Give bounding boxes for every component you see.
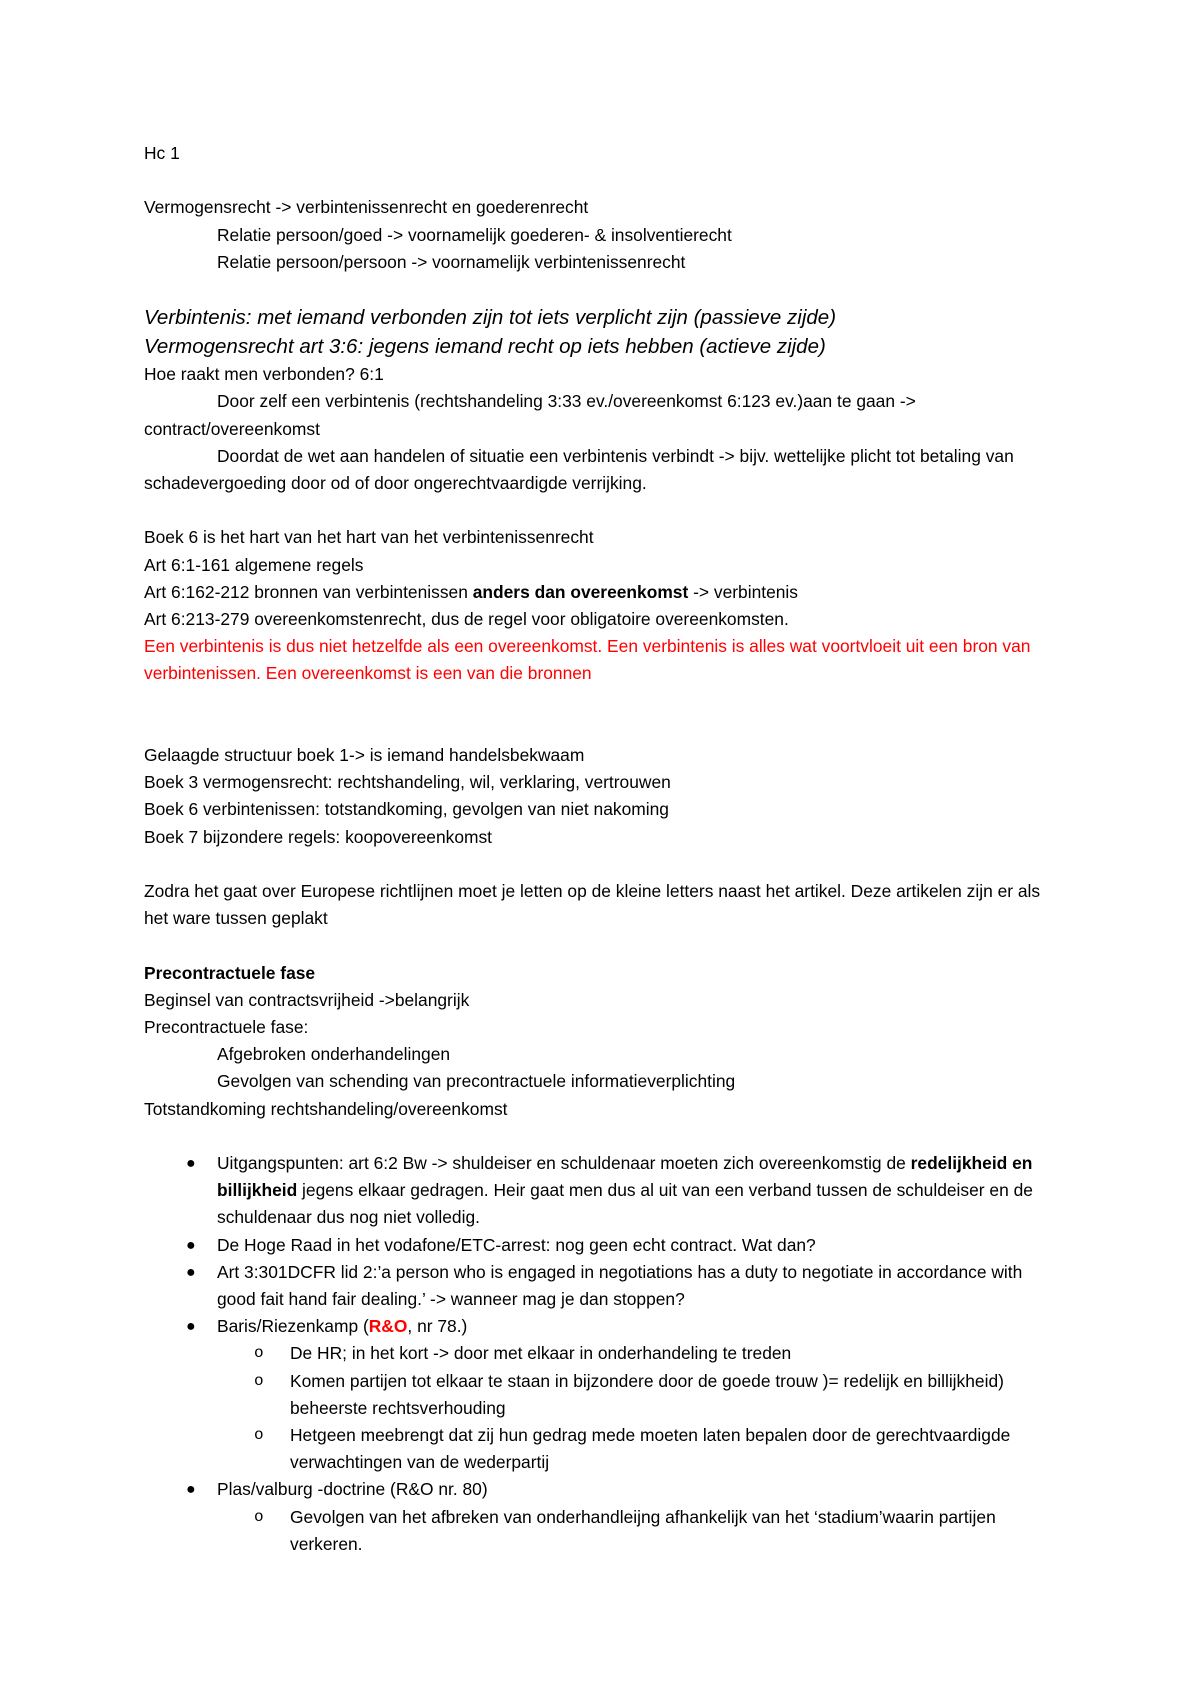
- structuur-line: Boek 3 vermogensrecht: rechtshandeling, wil, verklaring, vertrouwen: [144, 772, 671, 793]
- precontract-line: Beginsel van contractsvrijheid ->belangrijk: [144, 989, 470, 1010]
- spacer: [144, 1123, 1064, 1150]
- spacer: [144, 851, 1064, 878]
- boek6-line: Art 6:213-279 overeenkomstenrecht, dus de regel voor obligatoire overeenkomsten.: [144, 609, 789, 629]
- list-item-text: De Hoge Raad in het vodafone/ETC-arrest: nog geen echt contract. Wat dan?: [217, 1234, 816, 1255]
- verbonden-option: Door zelf een verbintenis (rechtshandeling 3:33 ev./overeenkomst 6:123 ev.)aan te gaan -> contract/overeenkomst: [144, 391, 916, 439]
- sub-list-item-text: Komen partijen tot elkaar te staan in bijzondere door de goede trouw )= redelijk en billijkheid) beheerste rechtsverhouding: [290, 1370, 1004, 1418]
- sub-bullet-icon: o: [254, 1371, 264, 1390]
- verbonden-question: Hoe raakt men verbonden? 6:1: [144, 364, 384, 385]
- sub-list: [217, 1504, 1064, 1558]
- list-item-text: Baris/Riezenkamp (: [217, 1316, 369, 1337]
- verbonden-option: Doordat de wet aan handelen of situatie een verbintenis verbindt -> bijv. wettelijke plicht tot betaling van schadevergoeding door od of door ongerechtvaardigde verrijking.: [144, 445, 1014, 493]
- intro-subline: Relatie persoon/persoon -> voornamelijk verbintenissenrecht: [217, 251, 686, 272]
- sub-bullet-icon: o: [254, 1507, 264, 1526]
- definition-vermogensrecht: Vermogensrecht art 3:6: jegens iemand recht op iets hebben (actieve zijde): [144, 335, 826, 359]
- document-page: [144, 140, 1064, 1558]
- bullet-icon: ●: [186, 1154, 196, 1172]
- section-title: Precontractuele fase: [144, 962, 316, 983]
- list-item: [144, 1313, 1064, 1476]
- spacer: [144, 688, 1064, 715]
- spacer: [144, 932, 1064, 959]
- list-item-text: Plas/valburg -doctrine (R&O nr. 80): [217, 1479, 488, 1500]
- sub-list-item: [217, 1504, 1064, 1558]
- sub-list-item: [217, 1340, 1064, 1367]
- boek6-line: Art 6:1-161 algemene regels: [144, 554, 364, 575]
- bullet-icon: ●: [186, 1481, 196, 1499]
- spacer: [144, 167, 1064, 194]
- precontract-subline: Gevolgen van schending van precontractuele informatieverplichting: [217, 1071, 736, 1092]
- europees-paragraph: Zodra het gaat over Europese richtlijnen moet je letten op de kleine letters naast het artikel. Deze artikelen zijn er als het ware tussen geplakt: [144, 880, 1041, 929]
- boek6-text: -> verbintenis: [688, 581, 798, 602]
- list-item-text: Art 3:301DCFR lid 2:’a person who is engaged in negotiations has a duty to negotiate in accordance with good fait hand fair dealing.’ -> wanneer mag je dan stoppen?: [217, 1261, 1023, 1309]
- sub-bullet-icon: o: [254, 1344, 264, 1363]
- spacer: [144, 497, 1064, 524]
- list-item-text: jegens elkaar gedragen. Heir gaat men dus al uit van een verband tussen de schuldeiser en de schuldenaar dus nog niet volledig.: [217, 1180, 1033, 1228]
- sub-list-item-text: Hetgeen meebrengt dat zij hun gedrag mede moeten laten bepalen door de gerechtvaardigde verwachtingen van de wederpartij: [290, 1425, 1011, 1473]
- structuur-line: Gelaagde structuur boek 1-> is iemand handelsbekwaam: [144, 744, 585, 765]
- red-note: Een verbintenis is dus niet hetzelfde als een overeenkomst. Een verbintenis is alles wat voortvloeit uit een bron van verbintenissen. Een overeenkomst is een van die bronnen: [144, 636, 1031, 684]
- spacer: [144, 276, 1064, 303]
- definition-verbintenis: Verbintenis: met iemand verbonden zijn tot iets verplicht zijn (passieve zijde): [144, 306, 837, 330]
- sub-list-item-text: Gevolgen van het afbreken van onderhandleijng afhankelijk van het ‘stadium’waarin partijen verkeren.: [290, 1506, 996, 1554]
- list-item: [144, 1259, 1064, 1313]
- precontract-line: Totstandkoming rechtshandeling/overeenkomst: [144, 1098, 508, 1119]
- list-item: [144, 1150, 1064, 1232]
- list-item-emphasis: redelijkheid en billijkheid: [217, 1152, 1033, 1201]
- bullet-icon: ●: [186, 1318, 196, 1336]
- list-item: [144, 1232, 1064, 1259]
- intro-line: Vermogensrecht -> verbintenissenrecht en goederenrecht: [144, 197, 589, 218]
- sub-list-item: [217, 1368, 1064, 1422]
- precontract-line: Precontractuele fase:: [144, 1016, 309, 1037]
- sub-bullet-icon: o: [254, 1426, 264, 1445]
- list-item-text: Uitgangspunten: art 6:2 Bw -> shuldeiser en schuldenaar moeten zich overeenkomstig de: [217, 1152, 911, 1173]
- list-item-text: , nr 78.): [407, 1316, 468, 1337]
- intro-subline: Relatie persoon/goed -> voornamelijk goederen- & insolventierecht: [217, 224, 732, 245]
- sub-list-item: [217, 1422, 1064, 1476]
- list-item: [144, 1476, 1064, 1558]
- spacer: [144, 715, 1064, 742]
- boek6-text: Art 6:162-212 bronnen van verbintenissen: [144, 581, 473, 602]
- boek6-line: Boek 6 is het hart van het hart van het verbintenissenrecht: [144, 527, 594, 548]
- lecture-heading: Hc 1: [144, 143, 180, 163]
- bullet-icon: ●: [186, 1236, 196, 1254]
- boek6-emphasis: anders dan overeenkomst: [472, 581, 689, 602]
- bullet-icon: ●: [186, 1263, 196, 1281]
- boek6-line: [144, 579, 1064, 606]
- precontract-subline: Afgebroken onderhandelingen: [217, 1044, 451, 1065]
- sub-list: [217, 1340, 1064, 1476]
- list-item-red: R&O: [368, 1316, 408, 1337]
- sub-list-item-text: De HR; in het kort -> door met elkaar in onderhandeling te treden: [290, 1343, 792, 1364]
- structuur-line: Boek 6 verbintenissen: totstandkoming, gevolgen van niet nakoming: [144, 799, 669, 820]
- structuur-line: Boek 7 bijzondere regels: koopovereenkomst: [144, 826, 493, 847]
- bullet-list: [144, 1150, 1064, 1558]
